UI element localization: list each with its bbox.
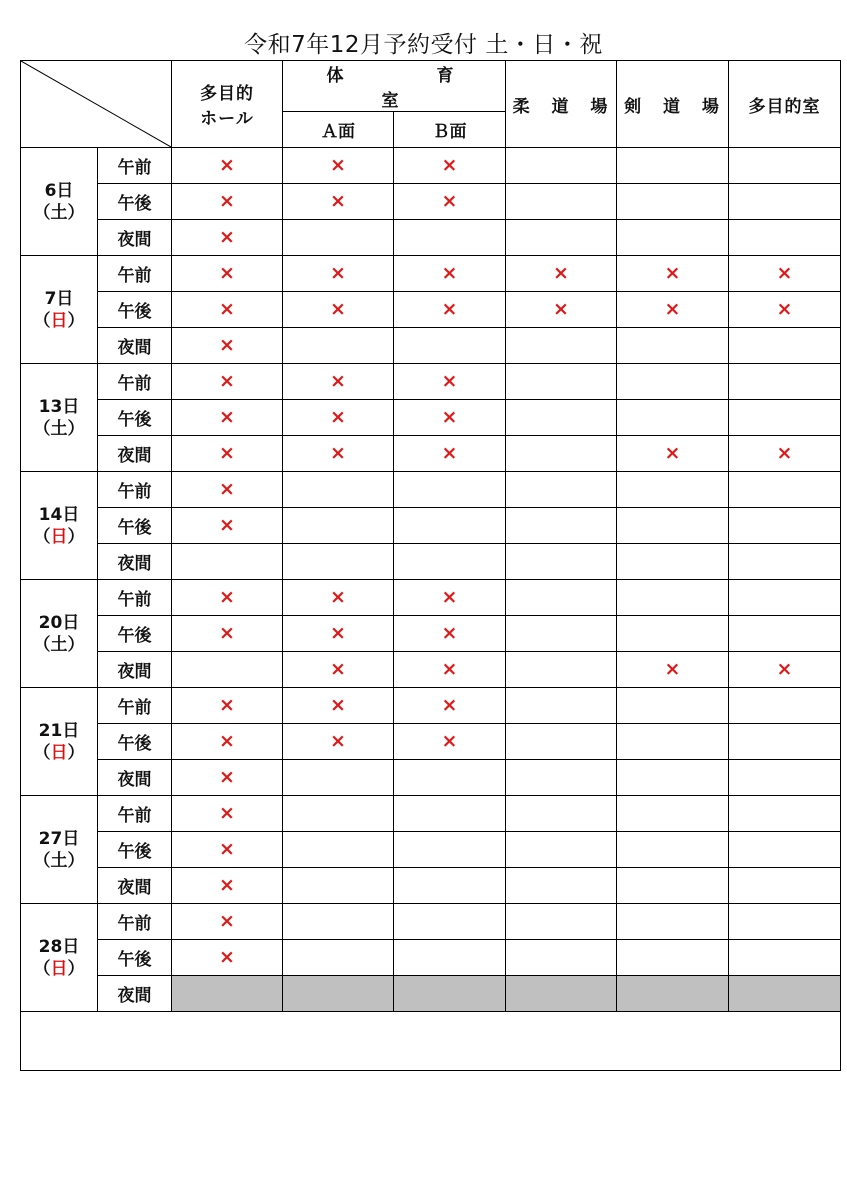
- table-row: [21, 436, 841, 472]
- slot-cell-gym-a: [283, 760, 394, 796]
- slot-cell-kendo: [617, 364, 729, 400]
- slot-cell-multi: [729, 436, 841, 472]
- table-row: [21, 472, 841, 508]
- booked-mark: ×: [219, 909, 235, 932]
- closed-cell: [506, 976, 617, 1012]
- slot-cell-multi: [729, 832, 841, 868]
- day-number: 7日: [44, 288, 74, 309]
- slot-cell-judo: [506, 616, 617, 652]
- slot-cell-gym-b: [394, 688, 506, 724]
- slot-cell-gym-b: [394, 544, 506, 580]
- time-slot-label: 午後: [98, 292, 172, 328]
- slot-cell-multi: [729, 904, 841, 940]
- day-number: 20日: [38, 612, 80, 633]
- booked-mark: ×: [219, 333, 235, 356]
- booked-mark: ×: [219, 765, 235, 788]
- slot-cell-hall: [172, 688, 283, 724]
- day-number: 28日: [38, 936, 80, 957]
- slot-cell-hall: [172, 724, 283, 760]
- closed-cell: [172, 976, 283, 1012]
- booked-mark: ×: [219, 513, 235, 536]
- day-cell: [21, 256, 98, 364]
- booked-mark: ×: [776, 297, 793, 320]
- slot-cell-hall: [172, 868, 283, 904]
- slot-cell-kendo: [617, 724, 729, 760]
- slot-cell-judo: [506, 184, 617, 220]
- slot-cell-multi: [729, 400, 841, 436]
- slot-cell-kendo: [617, 220, 729, 256]
- booked-mark: ×: [330, 297, 346, 320]
- slot-cell-gym-a: [283, 400, 394, 436]
- header-multi: 多目的室: [729, 61, 841, 148]
- booked-mark: ×: [330, 729, 346, 752]
- slot-cell-gym-b: [394, 832, 506, 868]
- slot-cell-gym-b: [394, 364, 506, 400]
- table-row: [21, 184, 841, 220]
- booked-mark: ×: [330, 441, 346, 464]
- table-row: [21, 364, 841, 400]
- booked-mark: ×: [330, 189, 346, 212]
- slot-cell-multi: [729, 940, 841, 976]
- day-number: 14日: [38, 504, 80, 525]
- header-row: [21, 61, 841, 112]
- slot-cell-hall: [172, 832, 283, 868]
- table-row: [21, 688, 841, 724]
- table-row: [21, 760, 841, 796]
- time-slot-label: 夜間: [98, 436, 172, 472]
- slot-cell-gym-a: [283, 220, 394, 256]
- slot-cell-judo: [506, 292, 617, 328]
- table-row: [21, 616, 841, 652]
- time-slot-label: 午後: [98, 184, 172, 220]
- day-cell: [21, 904, 98, 1012]
- slot-cell-judo: [506, 760, 617, 796]
- booked-mark: ×: [776, 441, 793, 464]
- slot-cell-judo: [506, 508, 617, 544]
- slot-cell-gym-a: [283, 544, 394, 580]
- closed-cell: [617, 976, 729, 1012]
- slot-cell-gym-a: [283, 148, 394, 184]
- booked-mark: ×: [219, 261, 235, 284]
- slot-cell-gym-b: [394, 904, 506, 940]
- slot-cell-hall: [172, 508, 283, 544]
- slot-cell-kendo: [617, 868, 729, 904]
- slot-cell-gym-a: [283, 292, 394, 328]
- booked-mark: ×: [664, 297, 681, 320]
- slot-cell-gym-a: [283, 832, 394, 868]
- slot-cell-gym-b: [394, 184, 506, 220]
- time-slot-label: 午後: [98, 508, 172, 544]
- weekday-label: （日）: [33, 526, 85, 547]
- slot-cell-judo: [506, 580, 617, 616]
- slot-cell-multi: [729, 616, 841, 652]
- time-slot-label: 午後: [98, 940, 172, 976]
- booked-mark: ×: [219, 405, 235, 428]
- slot-cell-multi: [729, 868, 841, 904]
- table-row: [21, 508, 841, 544]
- time-slot-label: 午後: [98, 724, 172, 760]
- slot-cell-gym-a: [283, 256, 394, 292]
- slot-cell-hall: [172, 220, 283, 256]
- day-cell: [21, 688, 98, 796]
- day-number: 13日: [38, 396, 80, 417]
- slot-cell-gym-b: [394, 400, 506, 436]
- slot-cell-hall: [172, 472, 283, 508]
- time-slot-label: 夜間: [98, 328, 172, 364]
- slot-cell-gym-b: [394, 652, 506, 688]
- slot-cell-hall: [172, 616, 283, 652]
- table-row: [21, 652, 841, 688]
- slot-cell-gym-a: [283, 472, 394, 508]
- weekday-label: （土）: [33, 634, 85, 655]
- booked-mark: ×: [776, 261, 793, 284]
- slot-cell-hall: [172, 328, 283, 364]
- slot-cell-gym-a: [283, 688, 394, 724]
- booked-mark: ×: [441, 405, 458, 428]
- slot-cell-gym-b: [394, 472, 506, 508]
- day-cell: [21, 148, 98, 256]
- booked-mark: ×: [441, 585, 458, 608]
- time-slot-label: 午前: [98, 256, 172, 292]
- slot-cell-kendo: [617, 508, 729, 544]
- slot-cell-judo: [506, 436, 617, 472]
- time-slot-label: 午前: [98, 148, 172, 184]
- time-slot-label: 夜間: [98, 544, 172, 580]
- time-slot-label: 午前: [98, 364, 172, 400]
- header-gym: 体 育 室: [283, 61, 506, 112]
- slot-cell-hall: [172, 400, 283, 436]
- slot-cell-multi: [729, 796, 841, 832]
- slot-cell-hall: [172, 256, 283, 292]
- slot-cell-gym-b: [394, 616, 506, 652]
- reservation-table: [20, 60, 841, 1071]
- slot-cell-judo: [506, 328, 617, 364]
- slot-cell-judo: [506, 796, 617, 832]
- table-row: [21, 400, 841, 436]
- booked-mark: ×: [330, 153, 346, 176]
- slot-cell-judo: [506, 400, 617, 436]
- header-judo: 柔 道 場: [506, 61, 617, 148]
- closed-cell: [394, 976, 506, 1012]
- booked-mark: ×: [219, 189, 235, 212]
- slot-cell-multi: [729, 760, 841, 796]
- time-slot-label: 夜間: [98, 220, 172, 256]
- weekday-label: （土）: [33, 850, 85, 871]
- table-row: [21, 220, 841, 256]
- day-number: 6日: [44, 180, 74, 201]
- booked-mark: ×: [330, 621, 346, 644]
- header-gym-b: Ｂ面: [394, 112, 506, 148]
- slot-cell-kendo: [617, 472, 729, 508]
- slot-cell-kendo: [617, 436, 729, 472]
- slot-cell-multi: [729, 364, 841, 400]
- booked-mark: ×: [776, 657, 793, 680]
- closed-cell: [283, 976, 394, 1012]
- slot-cell-multi: [729, 472, 841, 508]
- diagonal-line: [21, 61, 171, 147]
- time-slot-label: 午前: [98, 472, 172, 508]
- booked-mark: ×: [553, 261, 569, 284]
- slot-cell-judo: [506, 688, 617, 724]
- slot-cell-multi: [729, 148, 841, 184]
- closed-cell: [729, 976, 841, 1012]
- slot-cell-kendo: [617, 616, 729, 652]
- slot-cell-kendo: [617, 328, 729, 364]
- slot-cell-kendo: [617, 652, 729, 688]
- slot-cell-hall: [172, 760, 283, 796]
- day-cell: [21, 580, 98, 688]
- header-gym-a: Ａ面: [283, 112, 394, 148]
- booked-mark: ×: [441, 153, 458, 176]
- time-slot-label: 午前: [98, 580, 172, 616]
- page-title: 令和7年12月予約受付 土・日・祝: [244, 32, 603, 58]
- weekday-label: （土）: [33, 202, 85, 223]
- booked-mark: ×: [664, 657, 681, 680]
- time-slot-label: 午後: [98, 616, 172, 652]
- booked-mark: ×: [441, 369, 458, 392]
- slot-cell-multi: [729, 544, 841, 580]
- slot-cell-multi: [729, 688, 841, 724]
- booked-mark: ×: [219, 837, 235, 860]
- table-row: [21, 292, 841, 328]
- booked-mark: ×: [330, 693, 346, 716]
- slot-cell-multi: [729, 184, 841, 220]
- day-cell: [21, 472, 98, 580]
- slot-cell-gym-b: [394, 148, 506, 184]
- day-cell: [21, 364, 98, 472]
- slot-cell-gym-a: [283, 796, 394, 832]
- slot-cell-multi: [729, 292, 841, 328]
- table-row: [21, 724, 841, 760]
- slot-cell-gym-a: [283, 652, 394, 688]
- slot-cell-kendo: [617, 544, 729, 580]
- header-kendo: 剣 道 場: [617, 61, 729, 148]
- slot-cell-judo: [506, 940, 617, 976]
- slot-cell-multi: [729, 328, 841, 364]
- time-slot-label: 午後: [98, 400, 172, 436]
- booked-mark: ×: [553, 297, 569, 320]
- booked-mark: ×: [441, 729, 458, 752]
- slot-cell-gym-b: [394, 328, 506, 364]
- slot-cell-kendo: [617, 256, 729, 292]
- slot-cell-gym-b: [394, 256, 506, 292]
- slot-cell-gym-a: [283, 580, 394, 616]
- slot-cell-hall: [172, 652, 283, 688]
- slot-cell-hall: [172, 580, 283, 616]
- slot-cell-multi: [729, 256, 841, 292]
- booked-mark: ×: [219, 621, 235, 644]
- booked-mark: ×: [330, 261, 346, 284]
- weekday-label: （日）: [33, 958, 85, 979]
- header-corner: [21, 61, 172, 148]
- slot-cell-kendo: [617, 580, 729, 616]
- booked-mark: ×: [330, 369, 346, 392]
- slot-cell-kendo: [617, 832, 729, 868]
- booked-mark: ×: [219, 945, 235, 968]
- booked-mark: ×: [219, 153, 235, 176]
- slot-cell-judo: [506, 724, 617, 760]
- time-slot-label: 夜間: [98, 868, 172, 904]
- table-row: [21, 256, 841, 292]
- table-row: [21, 976, 841, 1012]
- slot-cell-hall: [172, 292, 283, 328]
- time-slot-label: 夜間: [98, 976, 172, 1012]
- booked-mark: ×: [441, 657, 458, 680]
- slot-cell-judo: [506, 364, 617, 400]
- slot-cell-hall: [172, 940, 283, 976]
- booked-mark: ×: [664, 261, 681, 284]
- table-row: [21, 940, 841, 976]
- slot-cell-judo: [506, 220, 617, 256]
- slot-cell-multi: [729, 580, 841, 616]
- booked-mark: ×: [219, 729, 235, 752]
- slot-cell-kendo: [617, 400, 729, 436]
- table-row: [21, 796, 841, 832]
- booked-mark: ×: [219, 477, 235, 500]
- slot-cell-kendo: [617, 904, 729, 940]
- time-slot-label: 午前: [98, 796, 172, 832]
- slot-cell-gym-b: [394, 868, 506, 904]
- table-row: [21, 868, 841, 904]
- slot-cell-gym-a: [283, 868, 394, 904]
- time-slot-label: 午前: [98, 904, 172, 940]
- slot-cell-gym-a: [283, 724, 394, 760]
- day-number: 21日: [38, 720, 80, 741]
- slot-cell-hall: [172, 544, 283, 580]
- notes-cell: [21, 1012, 841, 1071]
- day-number: 27日: [38, 828, 80, 849]
- slot-cell-gym-b: [394, 580, 506, 616]
- booked-mark: ×: [441, 297, 458, 320]
- slot-cell-judo: [506, 256, 617, 292]
- table-row: [21, 148, 841, 184]
- time-slot-label: 夜間: [98, 760, 172, 796]
- time-slot-label: 午前: [98, 688, 172, 724]
- slot-cell-gym-a: [283, 364, 394, 400]
- slot-cell-judo: [506, 472, 617, 508]
- slot-cell-hall: [172, 364, 283, 400]
- slot-cell-hall: [172, 184, 283, 220]
- table-row: [21, 544, 841, 580]
- time-slot-label: 午後: [98, 832, 172, 868]
- slot-cell-gym-a: [283, 616, 394, 652]
- slot-cell-kendo: [617, 148, 729, 184]
- slot-cell-gym-a: [283, 904, 394, 940]
- slot-cell-gym-b: [394, 940, 506, 976]
- booked-mark: ×: [330, 585, 346, 608]
- slot-cell-judo: [506, 148, 617, 184]
- header-hall: [172, 61, 283, 148]
- slot-cell-multi: [729, 724, 841, 760]
- table-row: [21, 580, 841, 616]
- hall-label: 多目的 ホール: [200, 84, 254, 129]
- slot-cell-gym-b: [394, 724, 506, 760]
- slot-cell-hall: [172, 904, 283, 940]
- slot-cell-kendo: [617, 688, 729, 724]
- day-cell: [21, 796, 98, 904]
- slot-cell-gym-b: [394, 292, 506, 328]
- slot-cell-kendo: [617, 292, 729, 328]
- booked-mark: ×: [219, 585, 235, 608]
- slot-cell-gym-b: [394, 796, 506, 832]
- booked-mark: ×: [441, 189, 458, 212]
- booked-mark: ×: [441, 261, 458, 284]
- booked-mark: ×: [219, 297, 235, 320]
- slot-cell-gym-b: [394, 760, 506, 796]
- booked-mark: ×: [219, 441, 235, 464]
- slot-cell-hall: [172, 796, 283, 832]
- booked-mark: ×: [219, 801, 235, 824]
- table-row: [21, 904, 841, 940]
- slot-cell-judo: [506, 868, 617, 904]
- booked-mark: ×: [219, 873, 235, 896]
- slot-cell-multi: [729, 652, 841, 688]
- booked-mark: ×: [664, 441, 681, 464]
- slot-cell-multi: [729, 508, 841, 544]
- weekday-label: （土）: [33, 418, 85, 439]
- booked-mark: ×: [330, 657, 346, 680]
- weekday-label: （日）: [33, 310, 85, 331]
- slot-cell-judo: [506, 652, 617, 688]
- slot-cell-gym-a: [283, 940, 394, 976]
- table-row: [21, 328, 841, 364]
- booked-mark: ×: [219, 369, 235, 392]
- weekday-label: （日）: [33, 742, 85, 763]
- slot-cell-kendo: [617, 184, 729, 220]
- table-row: [21, 832, 841, 868]
- slot-cell-gym-a: [283, 436, 394, 472]
- notes-row: [21, 1012, 841, 1071]
- booked-mark: ×: [441, 693, 458, 716]
- slot-cell-hall: [172, 436, 283, 472]
- slot-cell-judo: [506, 904, 617, 940]
- booked-mark: ×: [330, 405, 346, 428]
- slot-cell-multi: [729, 220, 841, 256]
- booked-mark: ×: [219, 693, 235, 716]
- slot-cell-gym-b: [394, 220, 506, 256]
- slot-cell-kendo: [617, 760, 729, 796]
- slot-cell-gym-b: [394, 436, 506, 472]
- booked-mark: ×: [219, 225, 235, 248]
- booked-mark: ×: [441, 441, 458, 464]
- slot-cell-gym-b: [394, 508, 506, 544]
- slot-cell-gym-a: [283, 508, 394, 544]
- slot-cell-kendo: [617, 796, 729, 832]
- slot-cell-gym-a: [283, 184, 394, 220]
- slot-cell-judo: [506, 832, 617, 868]
- slot-cell-judo: [506, 544, 617, 580]
- time-slot-label: 夜間: [98, 652, 172, 688]
- slot-cell-gym-a: [283, 328, 394, 364]
- slot-cell-hall: [172, 148, 283, 184]
- slot-cell-kendo: [617, 940, 729, 976]
- booked-mark: ×: [441, 621, 458, 644]
